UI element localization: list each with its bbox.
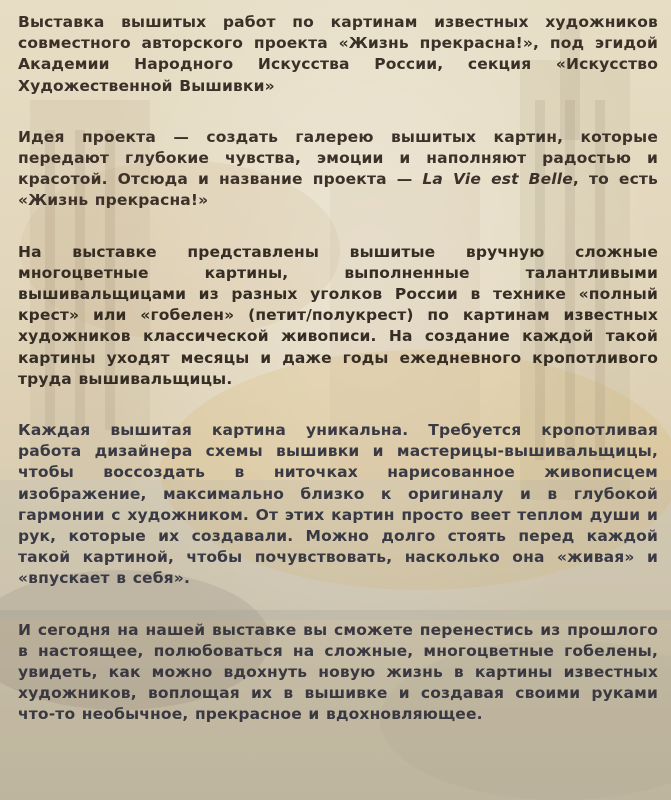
poster-text	[18, 12, 658, 726]
paragraph-idea-text-start: Идея проекта — создать галерею вышитых картин, которые передают глубокие чувства, эмоции и наполняют радостью и красотой. Отсюда и название проекта —	[18, 127, 658, 189]
paragraph-exhibits: На выставке представлены вышитые вручную сложные многоцветные картины, выполненные талантливыми вышивальщицами из разных уголков России в технике «полный крест» или «гобелен» (петит/полукрест) по картинам известных художников классической живописи. На создание каждой такой картины уходят месяцы и даже годы ежедневного кропотливого труда вышивальщицы.	[18, 242, 658, 388]
paragraph-idea	[18, 127, 658, 212]
paragraph-invitation: И сегодня на нашей выставке вы сможете перенестись из прошлого в настоящее, полюбоваться на сложные, многоцветные гобелены, увидеть, как можно вдохнуть новую жизнь в картины известных художников, воплощая их в вышивке и создавая своими руками что-то необычное, прекрасное и вдохновляющее.	[18, 620, 658, 724]
paragraph-idea-text-end: , то есть «Жизнь прекрасна!»	[18, 170, 658, 210]
paragraph-intro: Выставка вышитых работ по картинам известных художников совместного авторского проекта «Жизнь прекрасна!», под эгидой Академии Народного Искусства России, секция «Искусство Художественной Вышивки»	[18, 13, 658, 95]
project-name-french: La Vie est Belle	[422, 170, 573, 189]
paragraph-uniqueness: Каждая вышитая картина уникальна. Требуется кропотливая работа дизайнера схемы вышивки и мастерицы-вышивальщицы, чтобы воссоздать в ниточках нарисованное живописцем изображение, максимально близко к оригиналу и в глубокой гармонии с художником. От этих картин просто веет теплом души и рук, которые их создавали. Можно долго стоять перед каждой такой картиной, чтобы почувствовать, насколько она «живая» и «впускает в себя».	[18, 421, 658, 588]
